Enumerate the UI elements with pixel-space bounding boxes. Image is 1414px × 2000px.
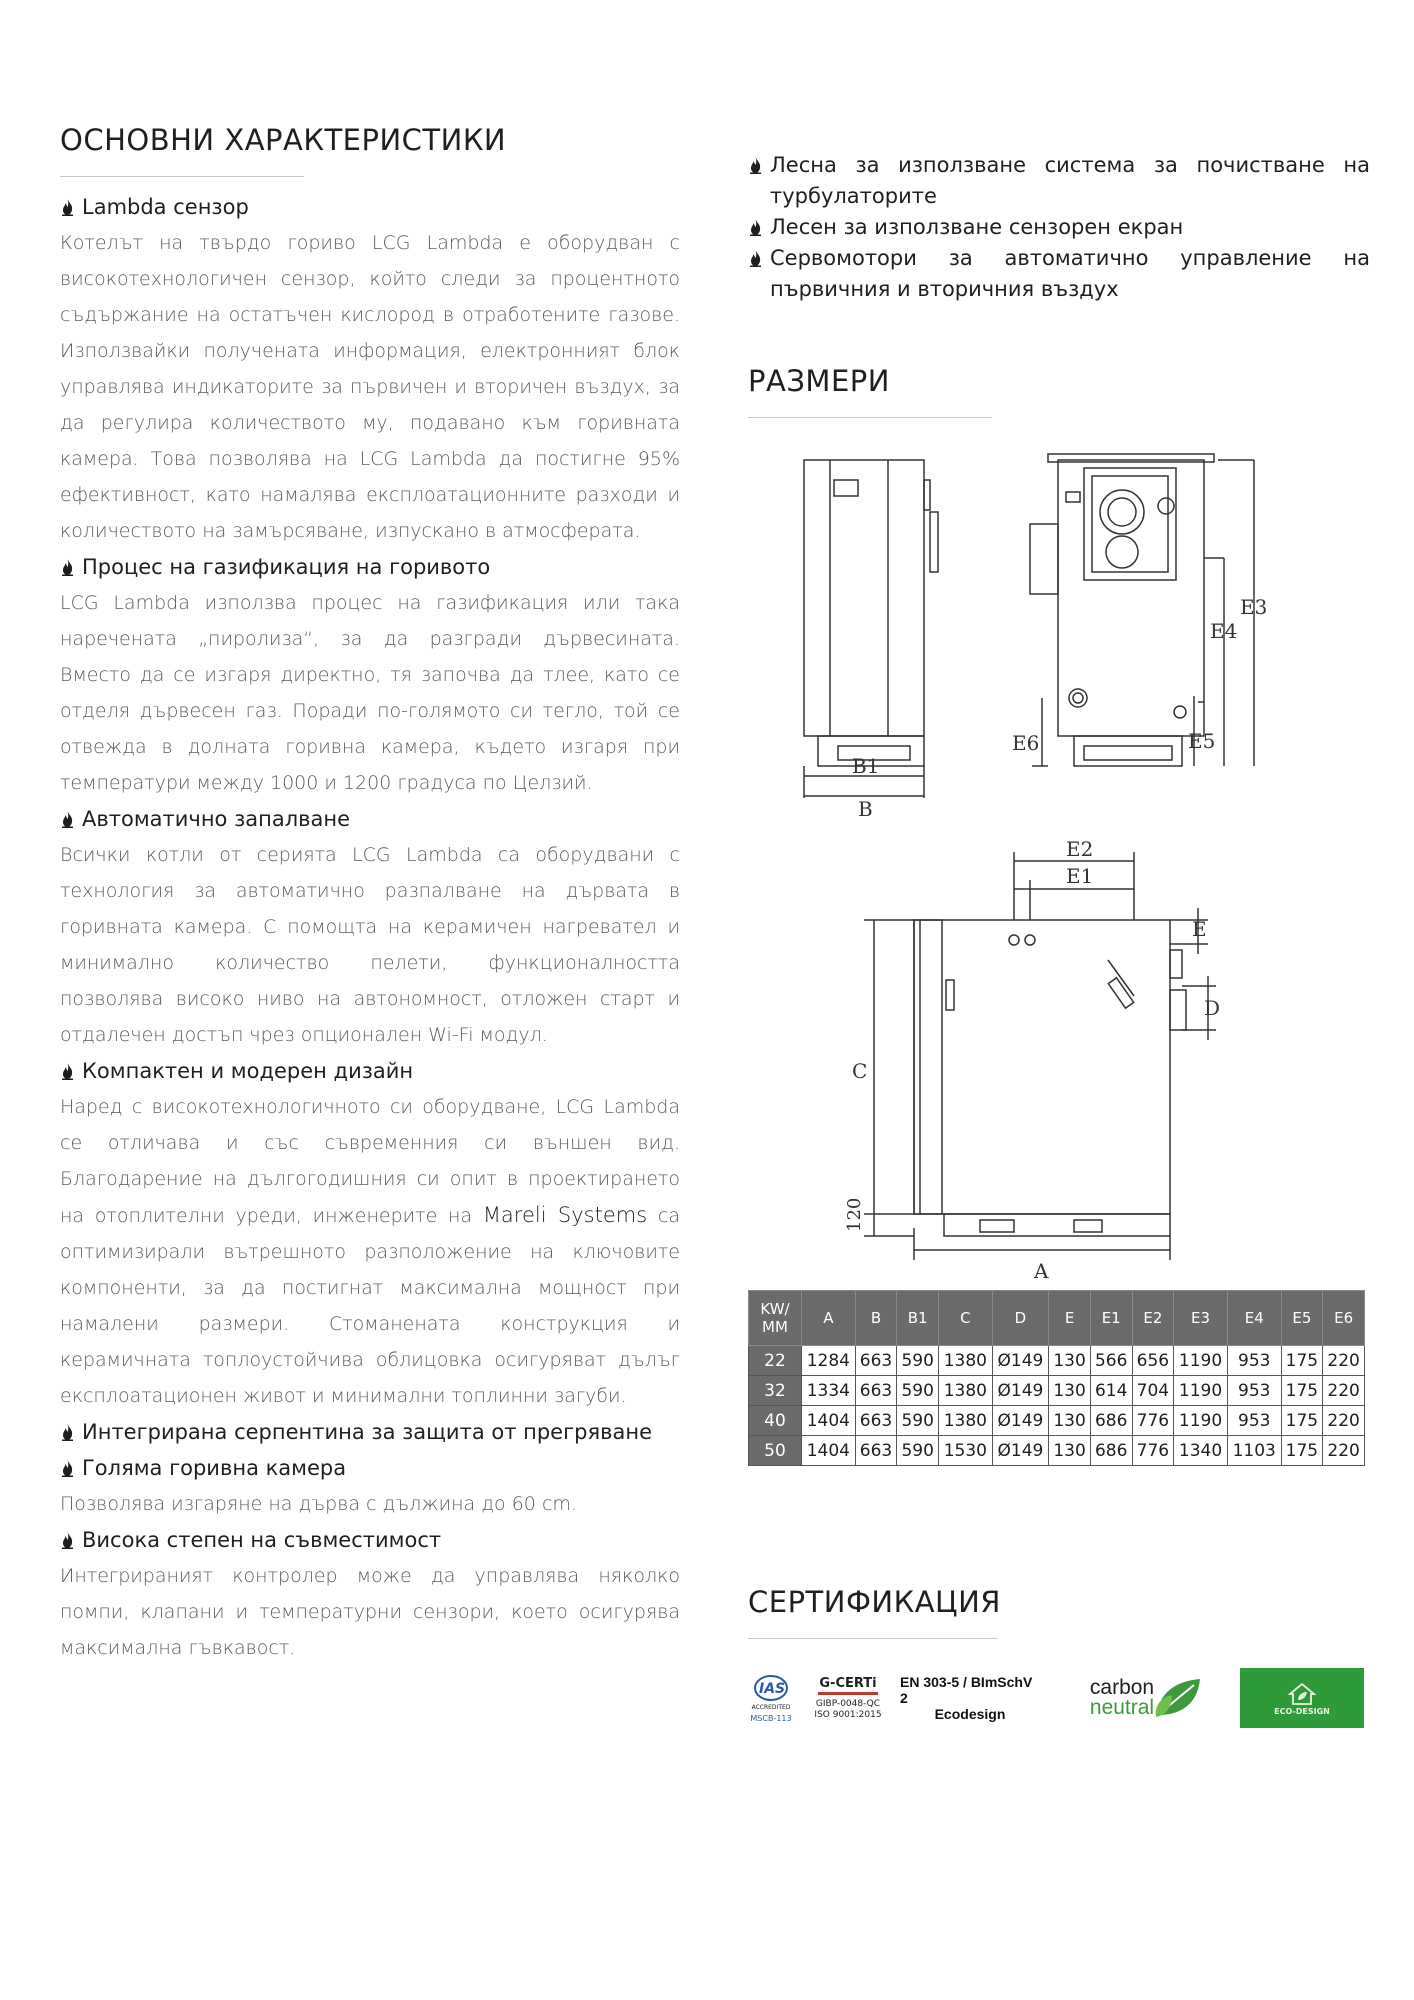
feature-compact-design	[60, 1053, 680, 1414]
flame-icon	[60, 801, 82, 837]
feature-body: Позволява изгаряне на дърва с дължина до 60 cm.	[60, 1493, 577, 1515]
feature-auto-ignition	[60, 801, 680, 1053]
feature-heading: Компактен и модерен дизайн	[82, 1059, 414, 1083]
main-features-title: ОСНОВНИ ХАРАКТЕРИСТИКИ	[60, 123, 507, 157]
dim-label-e2: E2	[1066, 837, 1094, 861]
table-cell: Ø149	[992, 1436, 1049, 1466]
flame-icon	[60, 1053, 82, 1089]
feature-body: Всички котли от серията LCG Lambda са оборудвани с технология за автоматично разпалване на дървата в горивната камера. С помощта на керамичен нагревател и минимално количество пелети, функционалността позволява високо ниво на автономност, отложен старт и отдалечен достъп чрез опционален Wi-Fi модул.	[60, 844, 680, 1046]
list-item: Лесен за използване сензорен екран	[748, 212, 1370, 243]
table-cell: 220	[1323, 1436, 1365, 1466]
table-cell: 590	[897, 1346, 939, 1376]
table-cell: 130	[1049, 1436, 1091, 1466]
dim-label-e: E	[1192, 917, 1207, 941]
certification-title: СЕРТИФИКАЦИЯ	[748, 1585, 1001, 1619]
table-cell: 953	[1227, 1376, 1281, 1406]
table-cell: Ø149	[992, 1376, 1049, 1406]
extra-features-list	[748, 150, 1370, 305]
table-cell: 220	[1323, 1406, 1365, 1436]
table-cell: 1340	[1174, 1436, 1228, 1466]
table-cell: Ø149	[992, 1346, 1049, 1376]
flame-icon	[60, 189, 82, 225]
title-divider	[60, 176, 304, 177]
leaf-icon	[1154, 1675, 1204, 1721]
column-header: E5	[1281, 1291, 1323, 1346]
front-view-drawing	[1030, 454, 1254, 766]
column-header: B	[855, 1291, 897, 1346]
dim-label-e5: E5	[1188, 729, 1216, 753]
certification-logos	[748, 1668, 1370, 1728]
dim-label-a: A	[1034, 1259, 1049, 1283]
dimensions-title: РАЗМЕРИ	[748, 364, 890, 398]
list-item: Лесна за използване система за почистване на турбулаторите	[748, 150, 1370, 212]
table-row	[749, 1376, 1365, 1406]
carbon-neutral-logo	[1072, 1668, 1222, 1728]
ias-name: IAS	[759, 1681, 786, 1697]
feature-gasification	[60, 549, 680, 801]
feature-lambda-sensor	[60, 189, 680, 549]
ias-globe-icon	[751, 1672, 791, 1702]
table-cell: 1404	[802, 1406, 856, 1436]
feature-large-chamber	[60, 1450, 680, 1522]
gcert-code: GIBP-0048-QC	[815, 1698, 881, 1709]
dim-label-e1: E1	[1066, 864, 1094, 888]
gcert-name: G-CERTi	[819, 1675, 877, 1691]
column-header: E1	[1090, 1291, 1132, 1346]
column-header: E6	[1323, 1291, 1365, 1346]
table-cell: 40	[749, 1406, 802, 1436]
table-cell: 175	[1281, 1376, 1323, 1406]
table-row	[749, 1346, 1365, 1376]
table-row	[749, 1406, 1365, 1436]
table-header-row	[749, 1291, 1365, 1346]
table-cell: 663	[855, 1376, 897, 1406]
table-cell: 776	[1132, 1436, 1174, 1466]
dim-label-e3: E3	[1240, 595, 1268, 619]
feature-heading: Lambda сензор	[82, 195, 249, 219]
table-cell: 663	[855, 1436, 897, 1466]
main-features-section	[60, 120, 680, 1666]
table-cell: 1380	[939, 1406, 993, 1436]
feature-heading: Процес на газификация на горивото	[82, 555, 491, 579]
gcert-iso: ISO 9001:2015	[814, 1709, 882, 1720]
table-cell: 1284	[802, 1346, 856, 1376]
feature-body: Наред с високотехнологичното си оборудване, LCG Lambda се отличава и със съвременния си външен вид. Благодарение на дългогодишния си опит в проектирането на отоплителни уреди, инженерите на Mareli Systems са оптимизирали вътрешното разположение на ключовите компоненти, за да постигнат максимална мощност при намалени размери. Стоманената конструкция и керамичната топлоустойчива облицовка осигуряват дълъг експлоатационен живот и минимални топлинни загуби.	[60, 1096, 680, 1407]
feature-body: Котелът на твърдо гориво LCG Lambda е оборудван с високотехнологичен сензор, който следи за процентното съдържание на остатъчен кислород в отработените газове. Използвайки получената информация, електронният блок управлява индикаторите за първичен и вторичен въздух, за да регулира количеството му, подавано към горивната камера. Това позволява на LCG Lambda да постигне 95% ефективност, като намалява експлоатационните разходи и количеството на замърсяване, изпускано в атмосферата.	[60, 232, 680, 542]
column-header: C	[939, 1291, 993, 1346]
table-cell: 175	[1281, 1436, 1323, 1466]
flame-icon	[60, 1450, 82, 1486]
table-cell: 1190	[1174, 1346, 1228, 1376]
dim-label-e4: E4	[1210, 619, 1238, 643]
table-cell: 776	[1132, 1406, 1174, 1436]
table-cell: 663	[855, 1406, 897, 1436]
table-cell: 130	[1049, 1406, 1091, 1436]
table-cell: 175	[1281, 1346, 1323, 1376]
top-view-drawing	[864, 852, 1216, 1260]
table-cell: 1380	[939, 1376, 993, 1406]
title-divider	[748, 1638, 998, 1639]
flame-icon	[60, 1522, 82, 1558]
ias-code: MSCB-113	[750, 1714, 792, 1723]
eco-design-label: ECO-DESIGN	[1274, 1706, 1330, 1716]
column-header: E	[1049, 1291, 1091, 1346]
feature-body: LCG Lambda използва процес на газификация или така наречената „пиролиза“, за да разгради дървесината. Вместо да се изгаря директно, тя започва да тлее, като се отделя дървесен газ. Поради по-голямото си тегло, той се отвежда в долната горивна камера, където изгаря при температури между 1000 и 1200 градуса по Целзий.	[60, 592, 680, 794]
dim-label-e6: E6	[1012, 731, 1040, 755]
column-header: E3	[1174, 1291, 1228, 1346]
house-leaf-icon	[1287, 1681, 1317, 1707]
table-cell: 1530	[939, 1436, 993, 1466]
table-cell: 1103	[1227, 1436, 1281, 1466]
dim-label-120: 120	[844, 1197, 865, 1232]
table-cell: 32	[749, 1376, 802, 1406]
table-cell: 686	[1090, 1406, 1132, 1436]
feature-heading: Интегрирана серпентина за защита от прегряване	[82, 1420, 652, 1444]
brand-name: Mareli Systems	[482, 1203, 648, 1227]
flame-icon	[60, 1414, 82, 1450]
table-cell: 590	[897, 1376, 939, 1406]
spec-table	[748, 1290, 1365, 1466]
column-header: KW/ MM	[749, 1291, 802, 1346]
ias-logo	[748, 1668, 794, 1728]
flame-icon	[60, 549, 82, 585]
feature-compatibility	[60, 1522, 680, 1666]
table-cell: 590	[897, 1406, 939, 1436]
table-cell: 22	[749, 1346, 802, 1376]
dimension-drawings	[748, 420, 1370, 1283]
title-divider	[748, 417, 992, 418]
dim-label-b1: B1	[852, 754, 880, 778]
table-cell: 175	[1281, 1406, 1323, 1436]
table-cell: 1334	[802, 1376, 856, 1406]
table-cell: 130	[1049, 1376, 1091, 1406]
table-cell: 614	[1090, 1376, 1132, 1406]
side-view-drawing	[804, 460, 938, 798]
gcert-underline	[818, 1692, 878, 1695]
feature-heading: Голяма горивна камера	[82, 1456, 347, 1480]
standard-line1: EN 303-5 / BImSchV 2	[900, 1674, 1033, 1706]
flame-icon	[748, 243, 770, 274]
carbon-word: carbon	[1089, 1676, 1155, 1699]
column-header: E4	[1227, 1291, 1281, 1346]
table-cell: 1190	[1174, 1376, 1228, 1406]
table-row	[749, 1436, 1365, 1466]
flame-icon	[748, 150, 770, 181]
ias-accredited: ACCREDITED	[751, 1704, 791, 1711]
table-cell: 953	[1227, 1346, 1281, 1376]
feature-overheat-coil	[60, 1414, 680, 1450]
dim-label-d: D	[1204, 996, 1221, 1020]
feature-heading: Висока степен на съвместимост	[82, 1528, 442, 1552]
table-cell: 566	[1090, 1346, 1132, 1376]
column-header: B1	[897, 1291, 939, 1346]
table-cell: 656	[1132, 1346, 1174, 1376]
table-cell: 686	[1090, 1436, 1132, 1466]
table-cell: Ø149	[992, 1406, 1049, 1436]
eco-design-badge	[1240, 1668, 1364, 1728]
flame-icon	[748, 212, 770, 243]
feature-body: Интегрираният контролер може да управлява няколко помпи, клапани и температурни сензори, което осигурява максимална гъвкавост.	[60, 1565, 680, 1659]
neutral-word: neutral	[1089, 1696, 1155, 1719]
table-cell: 953	[1227, 1406, 1281, 1436]
column-header: D	[992, 1291, 1049, 1346]
column-header: E2	[1132, 1291, 1174, 1346]
dim-label-c: C	[852, 1059, 868, 1083]
table-cell: 663	[855, 1346, 897, 1376]
dim-label-b: B	[858, 797, 873, 821]
table-cell: 130	[1049, 1346, 1091, 1376]
standard-line2: Ecodesign	[934, 1706, 1006, 1722]
standard-label	[900, 1668, 1040, 1728]
table-cell: 220	[1323, 1346, 1365, 1376]
table-cell: 50	[749, 1436, 802, 1466]
gcert-logo	[808, 1668, 888, 1728]
table-cell: 704	[1132, 1376, 1174, 1406]
table-cell: 1380	[939, 1346, 993, 1376]
table-cell: 1190	[1174, 1406, 1228, 1436]
right-column	[748, 150, 1370, 1283]
table-cell: 590	[897, 1436, 939, 1466]
table-cell: 220	[1323, 1376, 1365, 1406]
list-item: Сервомотори за автоматично управление на първичния и вторичния въздух	[748, 243, 1370, 305]
feature-heading: Автоматично запалване	[82, 807, 351, 831]
column-header: A	[802, 1291, 856, 1346]
table-cell: 1404	[802, 1436, 856, 1466]
